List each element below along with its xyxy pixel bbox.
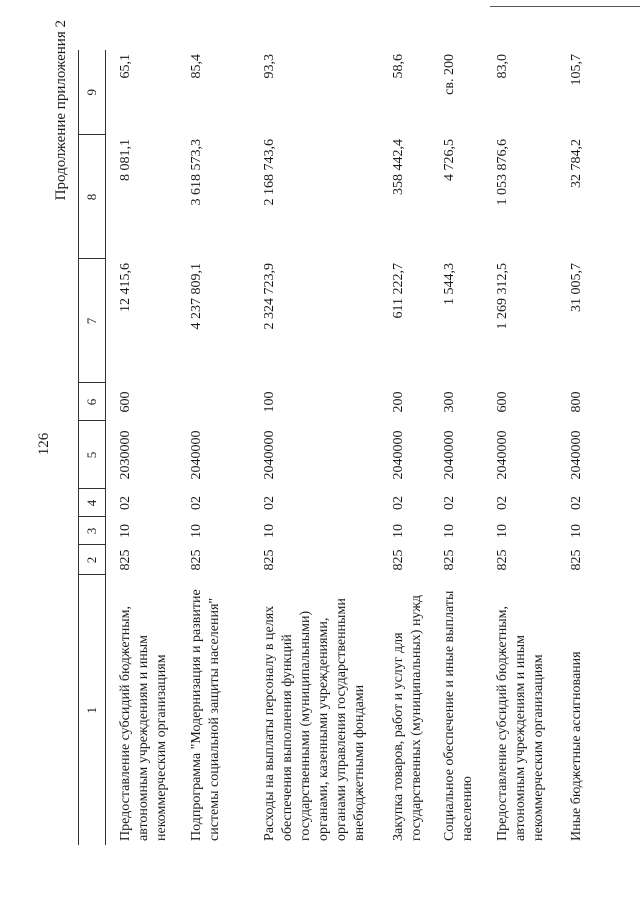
row-name: Социальное обеспечение и иные выплаты населению bbox=[442, 590, 475, 841]
cell-col7: 4 237 809,1 bbox=[189, 263, 204, 330]
cell-col3: 10 bbox=[189, 524, 204, 538]
table-row bbox=[430, 50, 483, 845]
cell-col9: 93,3 bbox=[262, 54, 277, 79]
row-name: Расходы на выплаты персоналу в целях обеспечения выполнения функций государственными (муниципальными) органами, казенными учреждениями, органами управления государственными внебюджетными фондами bbox=[262, 598, 367, 841]
col-header-5: 5 bbox=[79, 421, 106, 489]
cell-col9: 85,4 bbox=[189, 54, 204, 79]
cell-col7: 31 005,7 bbox=[569, 263, 584, 312]
row-name: Закупка товаров, работ и услуг для государственных (муниципальных) нужд bbox=[391, 594, 424, 841]
cell-col4: 02 bbox=[189, 496, 204, 510]
cell-col7: 2 324 723,9 bbox=[262, 263, 277, 330]
col-header-2: 2 bbox=[79, 545, 106, 575]
cell-col2: 825 bbox=[189, 549, 204, 571]
cell-col5: 2040000 bbox=[569, 430, 584, 480]
cell-col5: 2040000 bbox=[189, 430, 204, 480]
row-name: Предоставление субсидий бюджетным, автономным учреждениям и иным некоммерческим организациям bbox=[495, 605, 546, 841]
cell-col2: 825 bbox=[391, 549, 406, 571]
cell-col6: 200 bbox=[391, 391, 406, 413]
cell-col3: 10 bbox=[442, 524, 457, 538]
cell-col8: 358 442,4 bbox=[391, 139, 406, 195]
table-row bbox=[379, 50, 430, 845]
table-row bbox=[250, 50, 379, 845]
col-header-7: 7 bbox=[79, 259, 106, 383]
cell-col6 bbox=[177, 383, 250, 421]
cell-col3: 10 bbox=[391, 524, 406, 538]
table-row bbox=[177, 50, 250, 845]
cell-col8: 2 168 743,6 bbox=[262, 139, 277, 206]
row-name: Предоставление субсидий бюджетным, автономным учреждениям и иным некоммерческим организациям bbox=[118, 605, 169, 841]
cell-col7: 1 544,3 bbox=[442, 263, 457, 305]
row-name: Подпрограмма "Модернизация и развитие системы социальной защиты населения" bbox=[189, 589, 222, 841]
cell-col2: 825 bbox=[262, 549, 277, 571]
cell-col6: 300 bbox=[442, 391, 457, 413]
table-row bbox=[483, 50, 557, 845]
cell-col3: 10 bbox=[569, 524, 584, 538]
cell-col4: 02 bbox=[262, 496, 277, 510]
cell-col5: 2040000 bbox=[442, 430, 457, 480]
cell-col6: 100 bbox=[262, 391, 277, 413]
continuation-title: Продолжение приложения 2 bbox=[53, 20, 69, 201]
cell-col5: 2040000 bbox=[262, 430, 277, 480]
table-header-row bbox=[79, 50, 106, 845]
cell-col4: 02 bbox=[495, 496, 510, 510]
cell-col8: 4 726,5 bbox=[442, 139, 457, 181]
cell-col9: 65,1 bbox=[118, 54, 133, 79]
cell-col2: 825 bbox=[569, 549, 584, 571]
cell-col6: 600 bbox=[118, 391, 133, 413]
cell-col9: 105,7 bbox=[569, 54, 584, 86]
cell-col2: 825 bbox=[495, 549, 510, 571]
cell-col7: 1 269 312,5 bbox=[495, 263, 510, 330]
cell-col2: 825 bbox=[118, 549, 133, 571]
cell-col6: 600 bbox=[495, 391, 510, 413]
col-header-8: 8 bbox=[79, 135, 106, 259]
cell-col7: 12 415,6 bbox=[118, 263, 133, 312]
col-header-6: 6 bbox=[79, 383, 106, 421]
table-row bbox=[106, 50, 178, 845]
cell-col4: 02 bbox=[569, 496, 584, 510]
cell-col4: 02 bbox=[391, 496, 406, 510]
row-name: Иные бюджетные ассигнования bbox=[569, 651, 584, 841]
cell-col2: 825 bbox=[442, 549, 457, 571]
cell-col4: 02 bbox=[118, 496, 133, 510]
cell-col3: 10 bbox=[118, 524, 133, 538]
cell-col9: св. 200 bbox=[442, 54, 457, 95]
cell-col3: 10 bbox=[262, 524, 277, 538]
cell-col8: 3 618 573,3 bbox=[189, 139, 204, 206]
cell-col5: 2030000 bbox=[118, 430, 133, 480]
cell-col3: 10 bbox=[495, 524, 510, 538]
cell-col9: 58,6 bbox=[391, 54, 406, 79]
cell-col7: 611 222,7 bbox=[391, 263, 406, 319]
col-header-1: 1 bbox=[79, 575, 106, 845]
col-header-4: 4 bbox=[79, 489, 106, 517]
table-row bbox=[557, 50, 598, 845]
col-header-9: 9 bbox=[79, 50, 106, 135]
cell-col8: 32 784,2 bbox=[569, 139, 584, 188]
cell-col5: 2040000 bbox=[495, 430, 510, 480]
cell-col8: 8 081,1 bbox=[118, 139, 133, 181]
cell-col5: 2040000 bbox=[391, 430, 406, 480]
cell-col9: 83,0 bbox=[495, 54, 510, 79]
cell-col4: 02 bbox=[442, 496, 457, 510]
page-number: 126 bbox=[36, 432, 52, 456]
col-header-3: 3 bbox=[79, 517, 106, 545]
cell-col6: 800 bbox=[569, 391, 584, 413]
cell-col8: 1 053 876,6 bbox=[495, 139, 510, 206]
budget-table bbox=[78, 50, 598, 845]
